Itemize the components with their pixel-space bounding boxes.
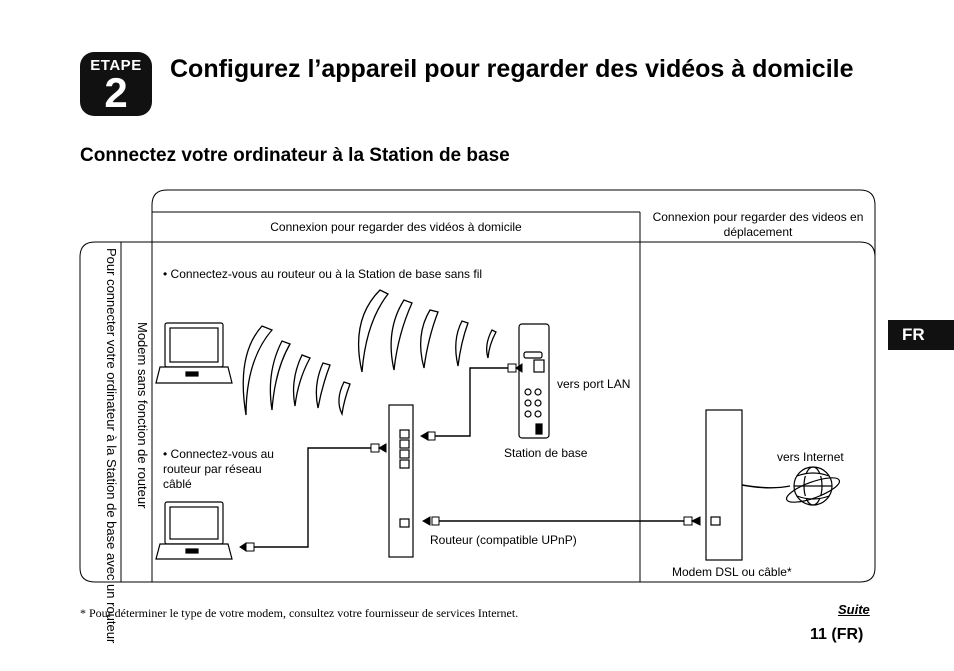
page-number: 11 (FR) xyxy=(810,626,864,643)
cable-modem-internet xyxy=(742,485,790,488)
column-header-home: Connexion pour regarder des vidéos à domicile xyxy=(270,220,522,234)
modem-icon xyxy=(706,410,742,560)
label-router: Routeur (compatible UPnP) xyxy=(430,533,577,547)
globe-icon xyxy=(784,467,842,507)
cable-router-basestation xyxy=(434,368,508,436)
language-tab: FR xyxy=(888,320,954,350)
label-internet: vers Internet xyxy=(777,450,844,464)
page-title: Configurez l’appareil pour regarder des vidéos à domicile xyxy=(170,55,854,83)
row-label-router: Pour connecter votre ordinateur à la Station de base avec un routeur xyxy=(104,248,119,644)
label-lan-port: vers port LAN xyxy=(557,377,631,391)
label-base-station: Station de base xyxy=(504,446,588,460)
wifi-waves xyxy=(243,290,496,415)
step-number: 2 xyxy=(104,69,128,116)
section-subtitle: Connectez votre ordinateur à la Station de base xyxy=(80,145,510,166)
step-label: ETAPE xyxy=(90,57,142,74)
router-icon xyxy=(389,405,413,557)
suite-link[interactable]: Suite xyxy=(838,602,870,617)
row-label-modem: Modem sans fonction de routeur xyxy=(135,322,150,509)
bullet-wired: • Connectez-vous au routeur par réseau câblé xyxy=(163,447,274,491)
base-station-icon xyxy=(519,324,549,438)
laptop-wireless-icon xyxy=(156,323,232,383)
column-header-away: Connexion pour regarder des videos en déplacement xyxy=(652,210,864,239)
laptop-wired-icon xyxy=(156,502,232,559)
footnote: * Pour déterminer le type de votre modem, consultez votre fournisseur de services Internet. xyxy=(80,606,519,620)
bullet-wireless: • Connectez-vous au routeur ou à la Station de base sans fil xyxy=(163,267,483,281)
label-modem: Modem DSL ou câble* xyxy=(672,565,792,579)
